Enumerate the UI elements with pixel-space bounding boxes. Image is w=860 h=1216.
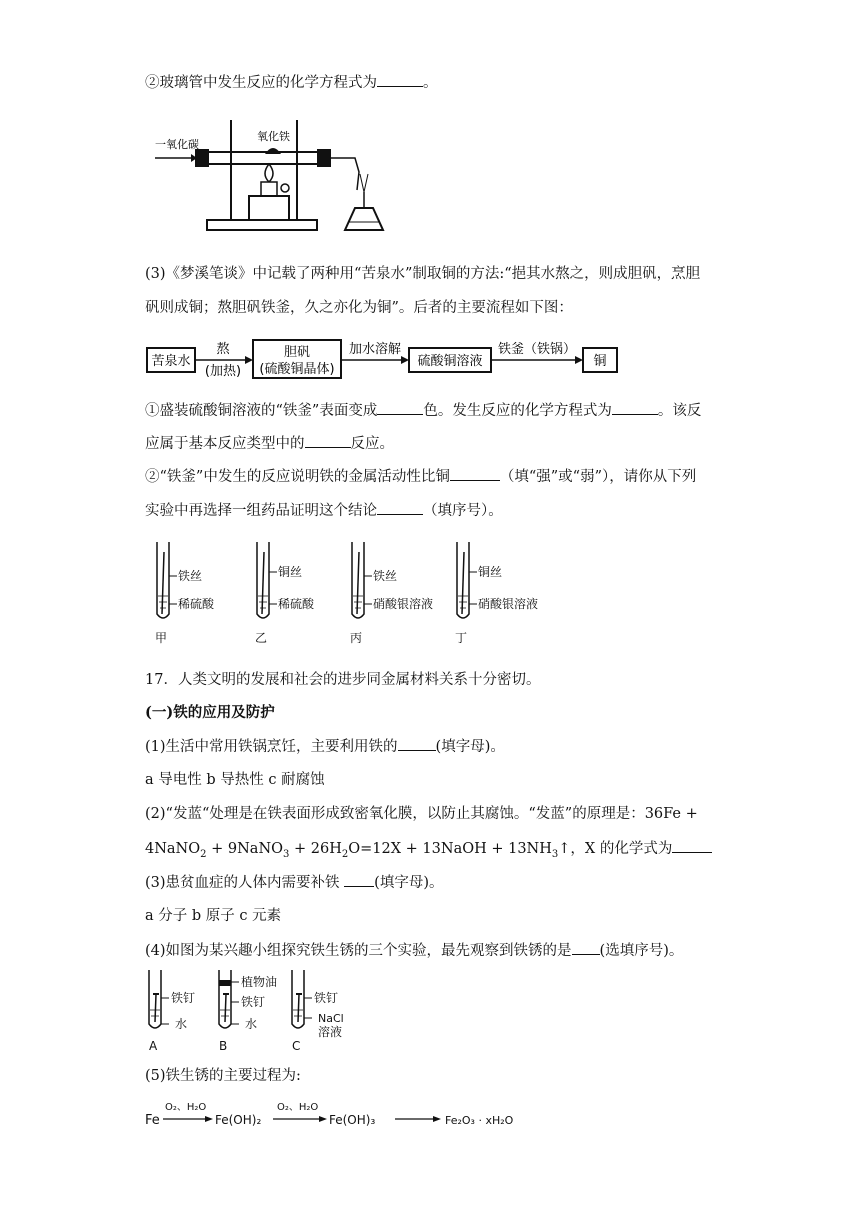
rust-a-liquid: 水	[175, 1017, 188, 1031]
options-line: a 导电性 b 导热性 c 耐腐蚀	[145, 772, 325, 788]
options-line: a 分子 b 原子 c 元素	[145, 908, 282, 924]
rust-prod-2: Fe(OH)₃	[329, 1113, 376, 1127]
tube-1-top: 铁丝	[178, 569, 203, 583]
answer-blank	[344, 872, 374, 887]
answer-blank	[612, 400, 658, 415]
question-line: (4)如图为某兴趣小组探究铁生锈的三个实验，最先观察到铁锈的是 (选填序号)。	[145, 940, 683, 961]
question-stem: 17．人类文明的发展和社会的进步同金属材料关系十分密切。	[145, 672, 541, 688]
question-line: (3)《梦溪笔谈》中记载了两种用“苦泉水”制取铜的方法:“挹其水熬之，则成胆矾，烹胆	[145, 266, 701, 282]
tube-3-bottom: 硝酸银溶液	[373, 597, 434, 611]
question-line: 实验中再选择一组药品证明这个结论 （填序号）。	[145, 500, 503, 521]
tube-2-bottom: 稀硫酸	[278, 597, 315, 611]
rust-a-label: A	[149, 1039, 158, 1053]
rust-c-liquid1: NaCl	[318, 1012, 344, 1025]
rust-b-oil: 植物油	[241, 975, 278, 989]
tube-2-top: 铜丝	[278, 565, 303, 579]
tube-1-name: 甲	[155, 631, 168, 645]
flow-arrow-1-bottom: (加热)	[204, 364, 242, 379]
question-line: ①盛装硫酸铜溶液的“铁釜”表面变成 色。发生反应的化学方程式为 。该反	[145, 400, 701, 421]
question-line: 4NaNO$_2$ + 9NaNO$_3$ + $26H_2O=12X$ + 13NaOH + $13NH_3↑$，X 的化学式为	[145, 838, 712, 865]
question-line: (1)生活中常用铁锅烹饪，主要利用铁的 (填字母)。	[145, 736, 505, 757]
flow-arrow-3-top: 铁釜（铁锅）	[497, 342, 577, 357]
answer-blank	[572, 940, 600, 955]
flow-arrow-2-top: 加水溶解	[348, 342, 402, 357]
question-line: (2)“发蓝“处理是在铁表面形成致密氧化膜，以防止其腐蚀。“发蓝”的原理是：36Fe +	[145, 806, 698, 822]
rust-c-nail: 铁钉	[314, 991, 339, 1005]
question-line: (5)铁生锈的主要过程为:	[145, 1068, 301, 1084]
question-line: ②“铁釜”中发生的反应说明铁的金属活动性比铜 （填“强”或“弱”），请你从下列	[145, 466, 696, 487]
metal-activity-tubes	[145, 540, 565, 648]
question-line: (3)患贫血症的人体内需要补铁 (填字母)。	[145, 872, 443, 893]
rust-process-diagram	[145, 1096, 535, 1132]
flow-arrow-1-top: 熬	[216, 342, 230, 357]
tube-4-name: 丁	[455, 631, 468, 645]
tube-4-top: 铜丝	[478, 565, 503, 579]
co-reduction-apparatus	[145, 112, 430, 240]
tube-3-name: 丙	[350, 631, 363, 645]
tube-2-name: 乙	[255, 631, 268, 645]
section-heading: (一)铁的应用及防护	[145, 704, 275, 721]
rust-b-nail: 铁钉	[241, 995, 266, 1009]
solid-label: 氧化铁	[257, 130, 290, 143]
flow-box-2-line1: 胆矾	[283, 345, 311, 360]
answer-blank	[398, 736, 436, 751]
rust-cond-1: O₂、H₂O	[165, 1102, 207, 1113]
question-line: ②玻璃管中发生反应的化学方程式为 。	[145, 72, 438, 93]
rust-experiment-tubes	[145, 968, 375, 1056]
answer-blank	[377, 500, 423, 515]
answer-blank	[377, 400, 423, 415]
rust-b-label: B	[219, 1039, 228, 1053]
flow-box-2-line2: (硫酸铜晶体)	[259, 362, 335, 377]
rust-a-nail: 铁钉	[171, 991, 196, 1005]
question-line: 应属于基本反应类型中的 反应。	[145, 433, 394, 454]
rust-b-liquid: 水	[245, 1017, 258, 1031]
flow-box-4: 铜	[593, 354, 607, 369]
tube-3-top: 铁丝	[373, 569, 398, 583]
answer-blank	[377, 72, 423, 87]
flow-box-3: 硫酸铜溶液	[417, 354, 483, 369]
rust-c-liquid2: 溶液	[318, 1025, 343, 1039]
rust-cond-2: O₂、H₂O	[277, 1102, 319, 1113]
rust-final: Fe₂O₃ · xH₂O	[445, 1114, 514, 1127]
tube-4-bottom: 硝酸银溶液	[478, 597, 539, 611]
copper-flow-diagram	[145, 336, 625, 382]
tube-1-bottom: 稀硫酸	[178, 597, 215, 611]
answer-blank	[450, 466, 500, 481]
answer-blank	[305, 433, 351, 448]
rust-c-label: C	[292, 1039, 301, 1053]
answer-blank	[672, 838, 712, 853]
question-line: 矾则成铜；熬胆矾铁釜，久之亦化为铜”。后者的主要流程如下图：	[145, 300, 573, 316]
flow-box-1: 苦泉水	[151, 354, 191, 369]
rust-fe: Fe	[145, 1113, 160, 1128]
gas-label: 一氧化碳	[155, 138, 199, 151]
rust-prod-1: Fe(OH)₂	[215, 1113, 262, 1127]
